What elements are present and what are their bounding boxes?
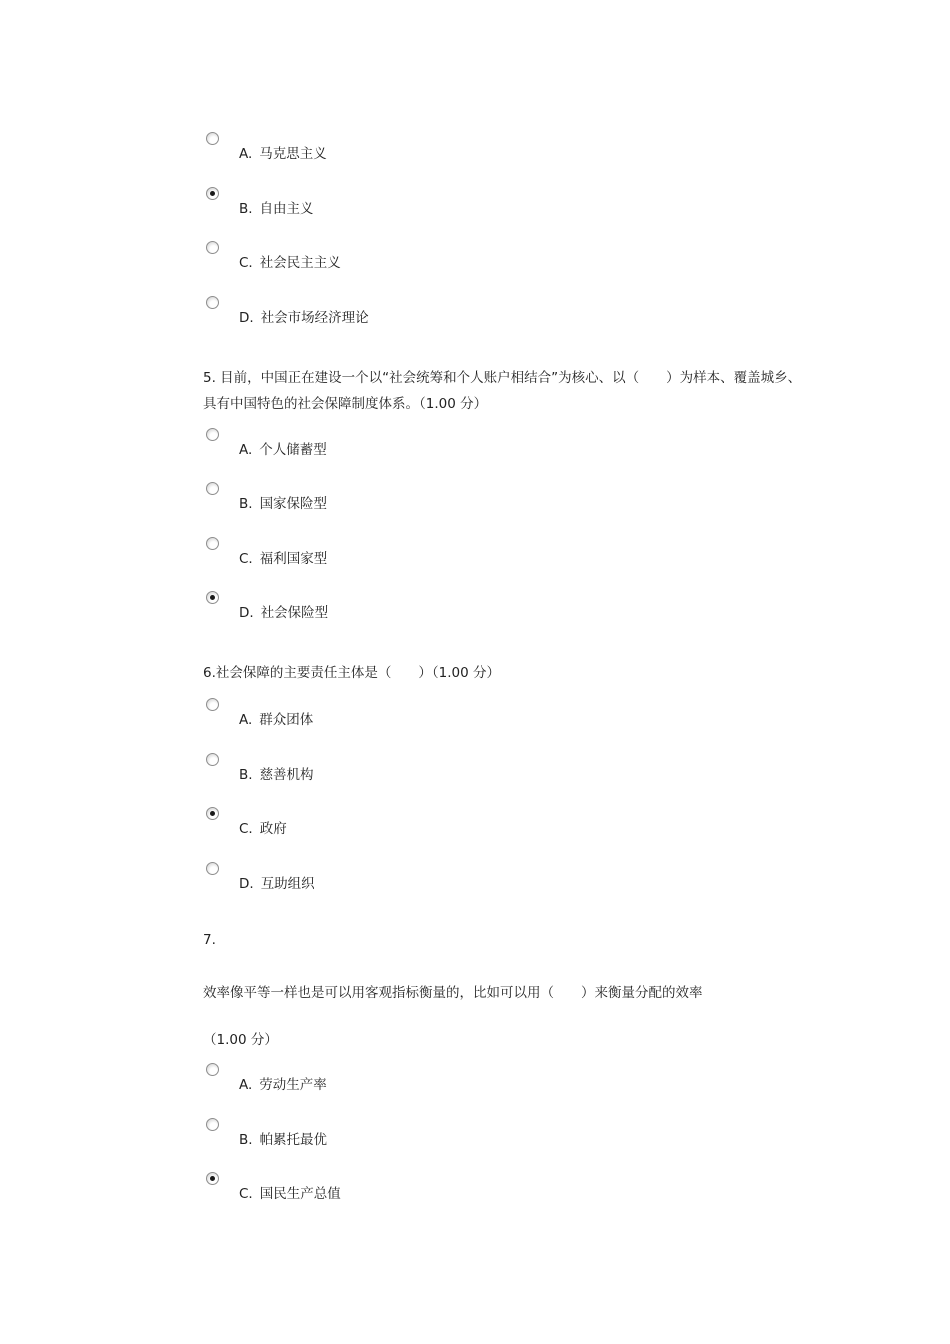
option-label: C. 国民生产总值: [239, 1186, 341, 1202]
q7-option-b[interactable]: [206, 1118, 806, 1158]
option-label: C. 福利国家型: [239, 551, 328, 567]
q7-option-a[interactable]: [206, 1063, 806, 1103]
radio-button-checked[interactable]: [206, 1172, 219, 1185]
question-5-text-line1: 5. 目前，中国正在建设一个以“社会统筹和个人账户相结合”为核心、以（ ）为样本、覆盖城乡、: [203, 370, 802, 386]
radio-button[interactable]: [206, 862, 219, 875]
radio-button[interactable]: [206, 1063, 219, 1076]
q7-option-c[interactable]: [206, 1172, 806, 1212]
option-label: C. 社会民主主义: [239, 255, 341, 271]
radio-button[interactable]: [206, 482, 219, 495]
prev-option-d[interactable]: [206, 296, 806, 336]
radio-button[interactable]: [206, 296, 219, 309]
option-label: B. 自由主义: [239, 201, 314, 217]
option-label: D. 社会保险型: [239, 605, 329, 621]
radio-button[interactable]: [206, 132, 219, 145]
radio-button-checked[interactable]: [206, 807, 219, 820]
q5-option-b[interactable]: [206, 482, 806, 522]
radio-button[interactable]: [206, 698, 219, 711]
question-7-number: 7.: [203, 932, 216, 948]
option-label: A. 群众团体: [239, 712, 314, 728]
q5-option-c[interactable]: [206, 537, 806, 577]
question-7-text: 效率像平等一样也是可以用客观指标衡量的，比如可以用（ ）来衡量分配的效率: [203, 985, 703, 1001]
option-label: D. 互助组织: [239, 876, 315, 892]
radio-button[interactable]: [206, 537, 219, 550]
q6-option-a[interactable]: [206, 698, 806, 738]
q6-option-d[interactable]: [206, 862, 806, 902]
radio-button[interactable]: [206, 428, 219, 441]
option-label: B. 帕累托最优: [239, 1132, 328, 1148]
question-6-text: 6.社会保障的主要责任主体是（ ）（1.00 分）: [203, 665, 500, 681]
option-label: C. 政府: [239, 821, 287, 837]
radio-button[interactable]: [206, 241, 219, 254]
option-label: B. 慈善机构: [239, 767, 314, 783]
prev-option-a[interactable]: [206, 132, 806, 172]
radio-button[interactable]: [206, 1118, 219, 1131]
q5-option-d[interactable]: [206, 591, 806, 631]
option-label: A. 个人储蓄型: [239, 442, 327, 458]
option-label: A. 马克思主义: [239, 146, 327, 162]
prev-option-c[interactable]: [206, 241, 806, 281]
radio-button[interactable]: [206, 753, 219, 766]
option-label: A. 劳动生产率: [239, 1077, 327, 1093]
q6-option-c[interactable]: [206, 807, 806, 847]
question-7-score: （1.00 分）: [203, 1032, 278, 1048]
q6-option-b[interactable]: [206, 753, 806, 793]
option-label: D. 社会市场经济理论: [239, 310, 369, 326]
q5-option-a[interactable]: [206, 428, 806, 468]
prev-option-b[interactable]: [206, 187, 806, 227]
radio-button-checked[interactable]: [206, 591, 219, 604]
radio-button-checked[interactable]: [206, 187, 219, 200]
option-label: B. 国家保险型: [239, 496, 328, 512]
question-5-text-line2: 具有中国特色的社会保障制度体系。（1.00 分）: [203, 396, 488, 412]
